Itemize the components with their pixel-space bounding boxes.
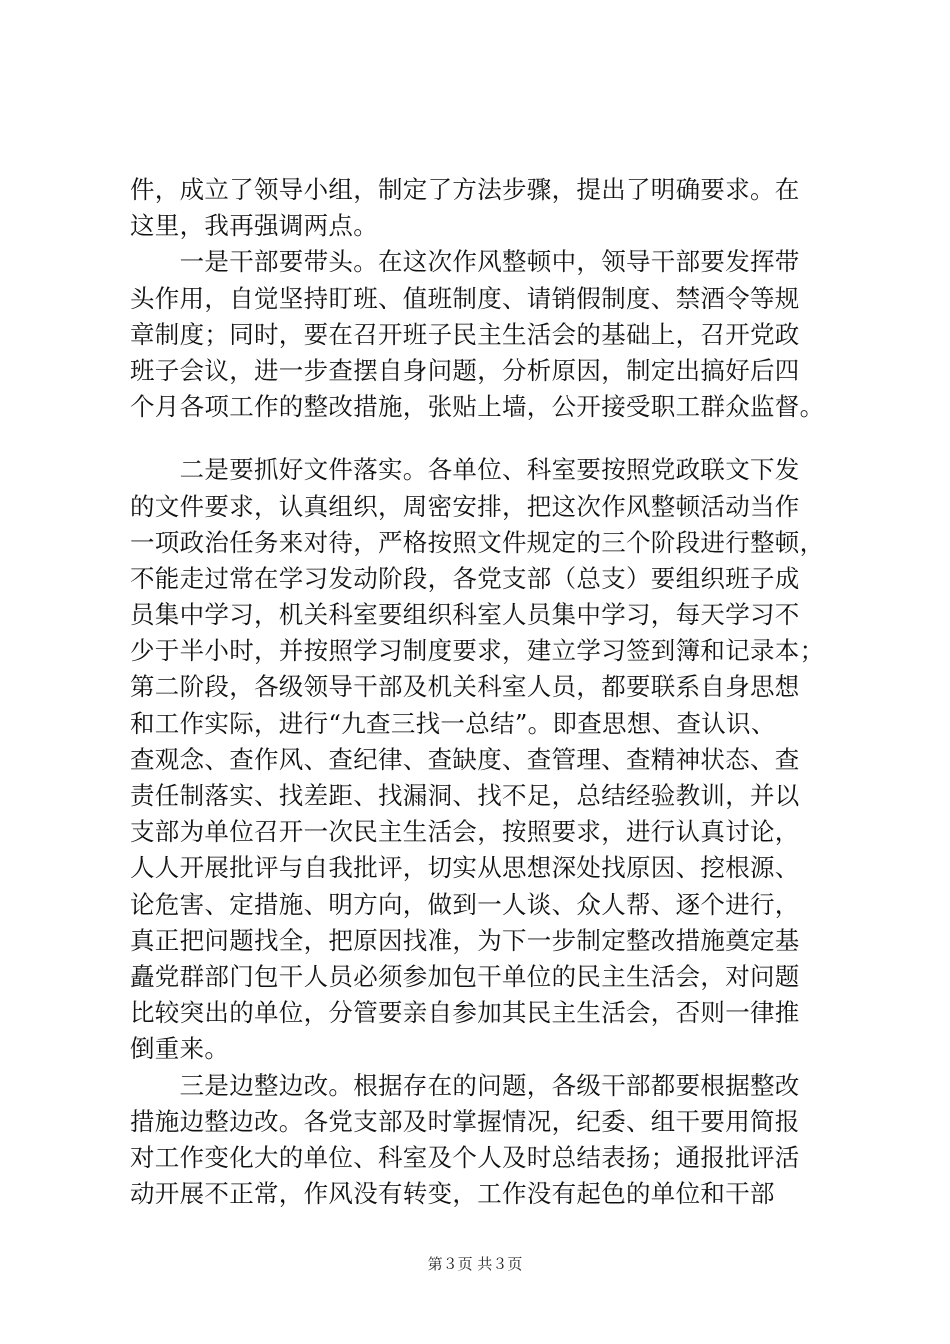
text-line: 动开展不正常，作风没有转变，工作没有起色的单位和干部 (130, 1179, 775, 1209)
text-line: 章制度；同时，要在召开班子民主生活会的基础上，召开党政 (130, 319, 800, 349)
text-line: 员集中学习，机关科室要组织科室人员集中学习，每天学习不 (130, 600, 800, 630)
text-line: 比较突出的单位，分管要亲自参加其民主生活会，否则一律推 (130, 998, 800, 1028)
paragraph-4 (130, 1068, 830, 1213)
text-line: 措施边整边改。各党支部及时掌握情况，纪委、组干要用简报 (130, 1106, 800, 1136)
document-body (130, 172, 830, 1212)
paragraph-1 (130, 172, 830, 244)
text-line: 倒重来。 (130, 1034, 230, 1064)
paragraph-2 (130, 244, 830, 425)
text-line: 的文件要求，认真组织，周密安排，把这次作风整顿活动当作 (130, 491, 800, 521)
text-line: 矗党群部门包干人员必须参加包干单位的民主生活会，对问题 (130, 961, 800, 991)
text-line: 真正把问题找全，把原因找准，为下一步制定整改措施奠定基 (130, 925, 800, 955)
text-line: 二是要抓好文件落实。各单位、科室要按照党政联文下发 (130, 455, 800, 485)
page-number-footer: 第３页 共３页 (427, 1255, 523, 1273)
text-line: 三是边整边改。根据存在的问题，各级干部都要根据整改 (130, 1070, 800, 1100)
text-line: 少于半小时，并按照学习制度要求，建立学习签到簿和记录本； (130, 636, 825, 666)
text-line: 个月各项工作的整改措施，张贴上墙，公开接受职工群众监督。 (130, 392, 825, 422)
text-line: 支部为单位召开一次民主生活会，按照要求，进行认真讨论， (130, 817, 800, 847)
text-line: 第二阶段，各级领导干部及机关科室人员，都要联系自身思想 (130, 672, 800, 702)
paragraph-3 (130, 452, 830, 1067)
text-line: 头作用，自觉坚持盯班、值班制度、请销假制度、禁酒令等规 (130, 283, 800, 313)
text-line: 班子会议，进一步查摆自身问题，分析原因，制定出搞好后四 (130, 355, 800, 385)
text-line: 和工作实际，进行“九查三找一总结”。即查思想、查认识、 (130, 708, 776, 738)
text-line: 论危害、定措施、明方向，做到一人谈、众人帮、逐个进行， (130, 889, 800, 919)
text-line: 查观念、查作风、查纪律、查缺度、查管理、查精神状态、查 (130, 744, 800, 774)
text-line: 件，成立了领导小组，制定了方法步骤，提出了明确要求。在 (130, 175, 800, 204)
text-line: 不能走过常在学习发动阶段，各党支部（总支）要组织班子成 (130, 563, 800, 593)
text-line: 对工作变化大的单位、科室及个人及时总结表扬；通报批评活 (130, 1142, 800, 1172)
text-line: 这里，我再强调两点。 (130, 211, 378, 241)
text-line: 责任制落实、找差距、找漏洞、找不足，总结经验教训，并以 (130, 781, 800, 810)
text-line: 一是干部要带头。在这次作风整顿中，领导干部要发挥带 (130, 247, 800, 277)
text-line: 一项政治任务来对待，严格按照文件规定的三个阶段进行整顿， (130, 527, 825, 557)
text-line: 人人开展批评与自我批评，切实从思想深处找原因、挖根源、 (130, 853, 800, 883)
paragraph-spacer (130, 425, 830, 452)
